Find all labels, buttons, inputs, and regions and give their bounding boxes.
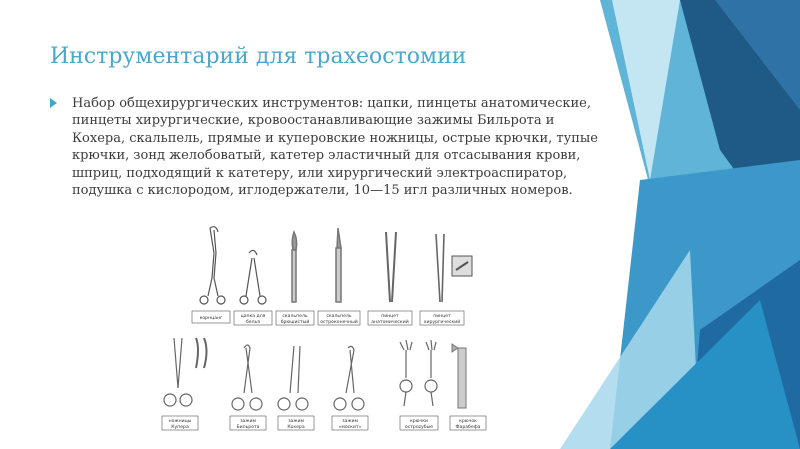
caption-bottom-6b: Фарабефа: [455, 425, 481, 430]
forceps-icon: [200, 227, 225, 304]
caption-bottom-5b: остроzубые: [404, 425, 434, 430]
surgical-tweezers-icon: [436, 234, 444, 302]
caption-top-5b: анатомический: [371, 320, 409, 325]
caption-bottom-1b: Купера: [171, 425, 189, 430]
caption-top-5a: пинцет: [381, 314, 399, 319]
mosquito-clamp-icon: [334, 346, 364, 410]
caption-bottom-2a: зажим: [240, 419, 256, 424]
anatomic-tweezers-icon: [386, 232, 396, 302]
caption-top-3b: брюшистый: [280, 320, 310, 325]
caption-bottom-4b: «москит»: [338, 425, 362, 430]
tweezers-detail-icon: [452, 256, 472, 276]
sharp-hooks-icon: [400, 340, 437, 406]
instruments-figure: [134, 218, 516, 444]
caption-top-6a: пинцет: [433, 314, 451, 319]
caption-bottom-1a: ножницы: [168, 419, 192, 424]
caption-top-3a: скальпель: [282, 314, 308, 319]
caption-bottom-3a: зажим: [288, 419, 304, 424]
caption-top-4b: остроконечный: [320, 320, 358, 325]
bullet-item: [50, 95, 610, 199]
caption-top-2b: белья: [245, 320, 261, 325]
towel-clamp-icon: [240, 250, 266, 304]
caption-bottom-5a: крючки: [409, 419, 429, 424]
billroth-clamp-icon: [232, 345, 262, 410]
caption-top-2a: цапка для: [240, 314, 266, 319]
bullet-text: Набор общехирургических инструментов: цапки, пинцеты анатомические, пинцеты хирургические, кровоостанавливающие зажимы Бильрота и Кохера, скальпель, прямые и куперовские ножницы, острые крючки, тупые крючки, зонд желобоватый, катетер эластичный для отсасывания крови, шприц, подходящий к катетеру, или хирургический электроаспиратор, подушка с кислородом, иглодержатели, 10—15 игл различных номеров.: [72, 96, 598, 199]
cooper-scissors-icon: [164, 338, 207, 406]
caption-bottom-3b: Кохера: [287, 425, 305, 430]
caption-bottom-2b: Бильрота: [236, 425, 260, 430]
caption-top-6b: хирургический: [423, 320, 461, 325]
caption-top-4a: скальпель: [326, 314, 352, 319]
kocher-clamp-icon: [278, 346, 308, 410]
caption-bottom-4a: зажим: [342, 419, 358, 424]
scalpel-bellied-icon: [292, 232, 297, 302]
bullet-arrow-icon: [50, 98, 57, 108]
farabeuf-hook-icon: [452, 344, 466, 408]
caption-top-1: корнцанг: [199, 316, 223, 321]
slide-title: Инструментарий для трахеостомии: [50, 44, 467, 69]
caption-bottom-6a: крючок: [459, 419, 477, 424]
scalpel-pointed-icon: [336, 228, 341, 302]
instruments-illustration: [134, 218, 516, 444]
